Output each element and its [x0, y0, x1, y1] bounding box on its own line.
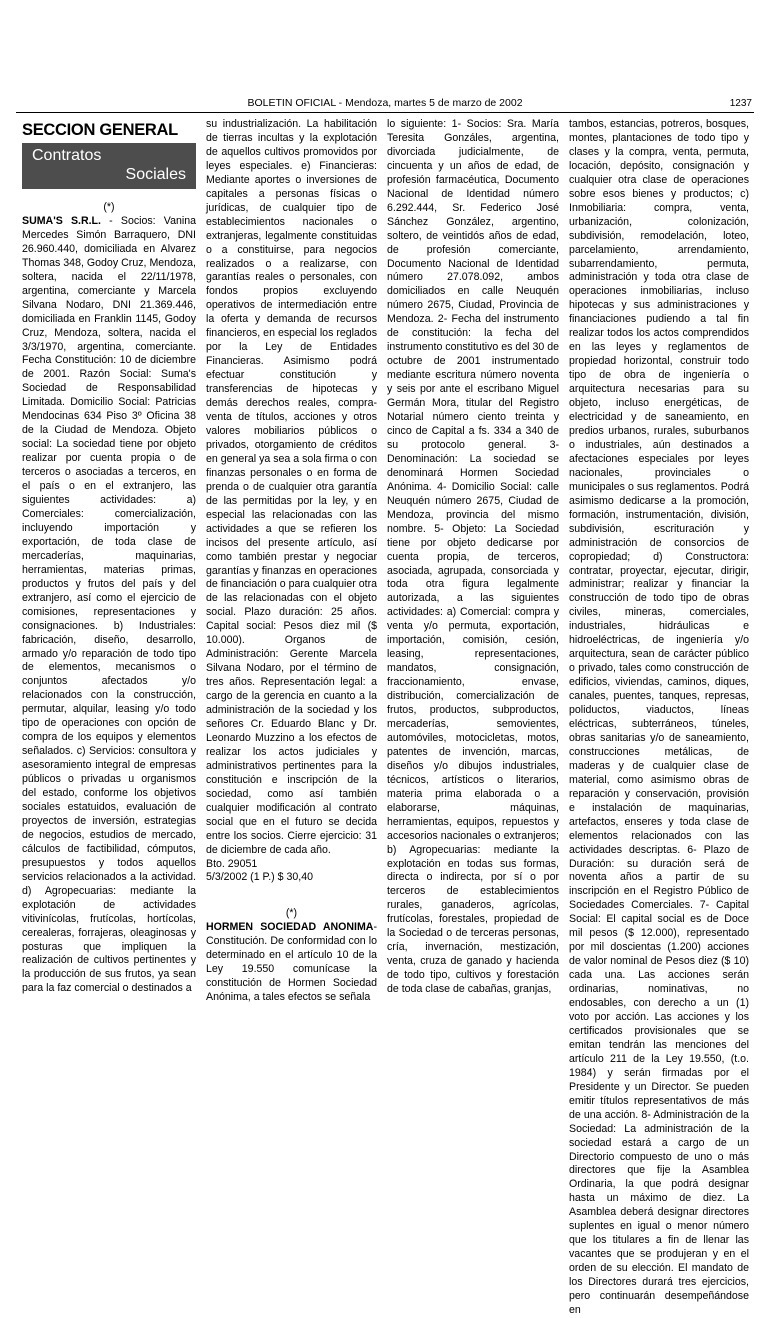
notice-1-pub: 5/3/2002 (1 P.) $ 30,40 — [206, 871, 314, 884]
notice-2-continued-a — [387, 118, 559, 997]
column-2 — [206, 118, 377, 1005]
notice-1-name: SUMA'S S.R.L. — [22, 214, 101, 227]
category-banner — [22, 143, 196, 189]
page-number: 1237 — [729, 98, 752, 109]
page-header — [0, 96, 770, 112]
notice-1-marker: (*) — [103, 201, 115, 213]
notice-2-continued-b — [569, 118, 749, 1318]
notice-2-text: - Constitución. De conformidad con lo determinado en el artículo 10 de la Ley 19.550 comunícase la constitución de Hormen Sociedad Anónima, a tales efectos se señala — [206, 921, 377, 1004]
notice-1-body — [22, 215, 196, 996]
notice-2-text-cont-a: lo siguiente: 1- Socios: Sra. María Teresita Gonzáles, argentina, divorciada judicialmente, de cincuenta y un años de edad, de profesión farmacéutica, Documento Nacional de Identidad número 6.292.444, Sr. Federico José Sánchez González, argentino, soltero, de veintidós años de edad, de profesión comerciante, Documento Nacional de Identidad número 27.078.092, ambos domiciliados en calle Neuquén número 2675, Ciudad, Provincia de Mendoza. 2- Fecha del instrumento de constitución: la fecha del instrumento constitutivo es del 30 de octubre de 2001 instrumentado mediante escritura número noventa y seis por ante el escribano Miguel Germán Mora, titular del Registro Notarial número ciento treinta y cinco de Capital a fs. 334 a 340 de su protocolo general. 3- Denominación: La sociedad se denominará Hormen Sociedad Anónima. 4- Domicilio Social: calle Neuquén número 2675, Ciudad de Mendoza, provincia del mismo nombre. 5- Objeto: La Sociedad tiene por objeto dedicarse por cuenta propia, de terceros, asociada, agrupada, consorciada y toda otra figura legalmente autorizada, a las siguientes actividades: a) Comercial: compra y venta y/o permuta, exportación, importación, comisión, cesión, leasing, representaciones, mandatos, consignación, fraccionamiento, envase, distribución, comercialización de frutos, productos, subproductos, mercaderías, semovientes, automóviles, motocicletas, motos, patentes de invención, marcas, diseños y/o dibujos industriales, técnicos, artísticos o literarios, materia prima elaborada o a elaborarse, máquinas, herramientas, equipos, repuestos y accesorios nacionales o extranjeros; b) Agropecuarias: mediante la explotación en todas sus formas, directa o indirecta, por sí o por terceros de establecimientos rurales, ganaderos, agrícolas, frutícolas, forestales, propiedad de la Sociedad o de terceras personas, cría, invernación, mestización, venta, cruza de ganado y hacienda de todo tipo, cultivos y forestación de toda clase de cabañas, granjas, — [387, 118, 559, 996]
bulletin-title: BOLETIN OFICIAL - Mendoza, martes 5 de marzo de 2002 — [247, 97, 523, 109]
section-title: SECCION GENERAL — [22, 121, 178, 139]
header-rule — [16, 112, 754, 113]
notice-2-marker: (*) — [285, 907, 298, 920]
notice-1-bto: Bto. 29051 — [206, 857, 258, 870]
banner-line-1: Contratos — [32, 147, 102, 164]
column-1 — [22, 120, 196, 996]
notice-2-text-cont-b: tambos, estancias, potreros, bosques, montes, plantaciones de todo tipo y clases y la compra, venta, permuta, locación, depósito, consignación y cualquier otra clase de operaciones sobre esos bienes y productos; c) Inmobiliaria: compra, venta, urbanización, colonización, subdivisión, remodelación, loteo, parcelamiento, arrendamiento, subarrendamiento, permuta, administración y toda otra clase de operaciones inmobiliarias, incluso hipotecas y sus administraciones y financiaciones pudiendo a tal fin realizar todos los actos comprendidos en las leyes y reglamentos de propiedad horizontal, construir todo tipo de obra de ingeniería o arquitectura necesarias para su objeto, incluso energéticas, de electricidad y de saneamiento, en predios urbanos, rurales, suburbanos o industriales, aún destinados a afectaciones especiales por leyes nacionales, provinciales o municipales o sus reglamentos. Podrá asimismo dedicarse a la promoción, formación, instrumentación, división, subdivisión, escrituración y administración de consorcios de copropiedad; d) Constructora: contratar, proyectar, ejecutar, dirigir, administrar; realizar y financiar la construcción de todo tipo de obras civiles, mineras, comerciales, industriales, hidráulicas e hidroeléctricas, de ingeniería y/o arquitectura, sean de carácter público o privado, tales como construcción de edificios, viviendas, caminos, diques, canales, puentes, tanques, represas, poliductos, viaductos, líneas eléctricas, subterráneos, túneles, obras sanitarias y/o de saneamiento, construcciones metálicas, de maderas y de cualquier clase de material, como asimismo obras de reparación y conservación, provisión e instalación de maquinarias, artefactos, enseres y toda clase de elementos relacionados con las actividades descriptas. 6- Plazo de Duración: su duración será de noventa años a partir de su inscripción en el Registro Público de Sociedades Comerciales. 7- Capital Social: El capital social es de Doce mil pesos ($ 12.000), representado por mil doscientas (1.200) acciones de valor nominal de Pesos diez ($ 10) cada una. Las acciones serán ordinarias, nominativas, no endosables, con derecho a un (1) voto por acción. Las acciones y los certificados provisionales que se emitan tendrán las menciones del artículo 211 de la Ley 19.550, (t.o. 1984) y serán firmadas por el Presidente y un Director. Se pueden emitir títulos representativos de más de una acción. 8- Administración de la Sociedad: La administración de la sociedad estará a cargo de un Directorio compuesto de uno o más directores que fije la Asamblea Ordinaria, la que podrá designar hasta un máximo de diez. La Asamblea deberá designar directores suplentes en igual o menor número que los titulares a fin de llenar las vacantes que se produjeran y en el orden de su elección. El mandato de los Directores durará tres ejercicios, pero continuarán desempeñándose en — [569, 118, 749, 1317]
notice-1-text: - Socios: Vanina Mercedes Simón Barraquero, DNI 26.960.440, domiciliada en Alvarez Thomas 348, Godoy Cruz, Mendoza, soltera, nacida el 22/11/1978, argentina, comerciante y Marcela Silvana Nodaro, DNI 21.369.446, domiciliada en Franklin 1145, Godoy Cruz, Mendoza, soltera, nacida el 3/3/1970, argentina, comerciante. Fecha Constitución: 10 de diciembre de 2001. Razón Social: Suma's Sociedad de Responsabilidad Limitada. Domicilio Social: Patricias Mendocinas 634 Piso 3º Oficina 38 de la Ciudad de Mendoza. Objeto social: La sociedad tiene por objeto realizar por cuenta propia o de terceros o asociadas a terceros, en el país o en el extranjero, las siguientes actividades: a) Comerciales: comercialización, incluyendo importación y exportación, de toda clase de mercaderías, maquinarias, herramientas, materias primas, productos y frutos del país y del extranjero, así como el ejercicio de comisiones, representaciones y consignaciones. b) Industriales: fabricación, diseño, desarrollo, armado y/o reparación de todo tipo de elementos, mecanismos o conjuntos afectados y/o relacionados con la construcción, permutar, alquilar, leasing y/o todo tipo de operaciones con opción de compra de los equipos y elementos señalados. c) Servicios: consultora y asesoramiento integral de empresas públicos o privadas u organismos del estado, conforme los objetivos sociales estatuidos, evaluación de proyectos de inversión, estrategias de negocios, estudios de mercado, cálculos de factibilidad, cómputos, presupuestos y todos aquellos servicios relacionados a la actividad. d) Agropecuarias: mediante la explotación de actividades vitivinícolas, frutícolas, hortícolas, cerealeras, forrajeras, oleaginosas y posturas que impliquen la realización de cultivos pertinentes y la producción de sus frutos, ya sean para la faz comercial o destinados a — [22, 214, 196, 995]
notice-2-body — [206, 921, 377, 1005]
column-3 — [387, 118, 559, 997]
banner-line-2: Sociales — [125, 166, 186, 183]
notice-1-continued — [206, 118, 377, 858]
column-4 — [569, 118, 749, 1318]
notice-2-name: HORMEN SOCIEDAD ANONIMA — [206, 921, 374, 934]
notice-1-text-cont: su industrialización. La habilitación de tierras incultas y la explotación de aquellos cultivos promovidos por leyes especiales. e) Financieras: Mediante aportes o inversiones de capitales a personas físicas o jurídicas, de cualquier tipo de establecimientos nacionales o extranjeras, legalmente constituidas o a constituirse, para negocios realizados o a realizarse, con garantías reales o personales, con fondos propios excluyendo operativos de intermediación entre la oferta y demanda de recursos financieros, en especial los reglados por la Ley de Entidades Financieras. Asimismo podrá efectuar constitución y transferencias de hipotecas y demás derechos reales, compra-venta de títulos, acciones y otros valores mobiliarios públicos o privados, otorgamiento de créditos en general ya sea a sola firma o con finanzas personales o en forma de prenda o de cualquier otra garantía de las permitidas por la ley, y en especial las relacionadas con las actividades a que se refieren los incisos del presente artículo, así como también prestar y negociar garantías y finanzas en operaciones de financiación o para cualquier otra de las relacionadas con el objeto social. Plazo duración: 25 años. Capital social: Pesos diez mil ($ 10.000). Organos de Administración: Gerente Marcela Silvana Nodaro, por el término de tres años. Representación legal: a cargo de la gerencia en cuanto a la administración de la sociedad y los señores Cr. Eduardo Blanc y Dr. Leonardo Muzzino a los efectos de realizar los actos judiciales y administrativos pertinentes para la constitución e inscripción de la sociedad, como así también cualquier modificación al contrato social que en el futuro se decida entre los socios. Cierre ejercicio: 31 de diciembre de cada año. — [206, 118, 377, 856]
